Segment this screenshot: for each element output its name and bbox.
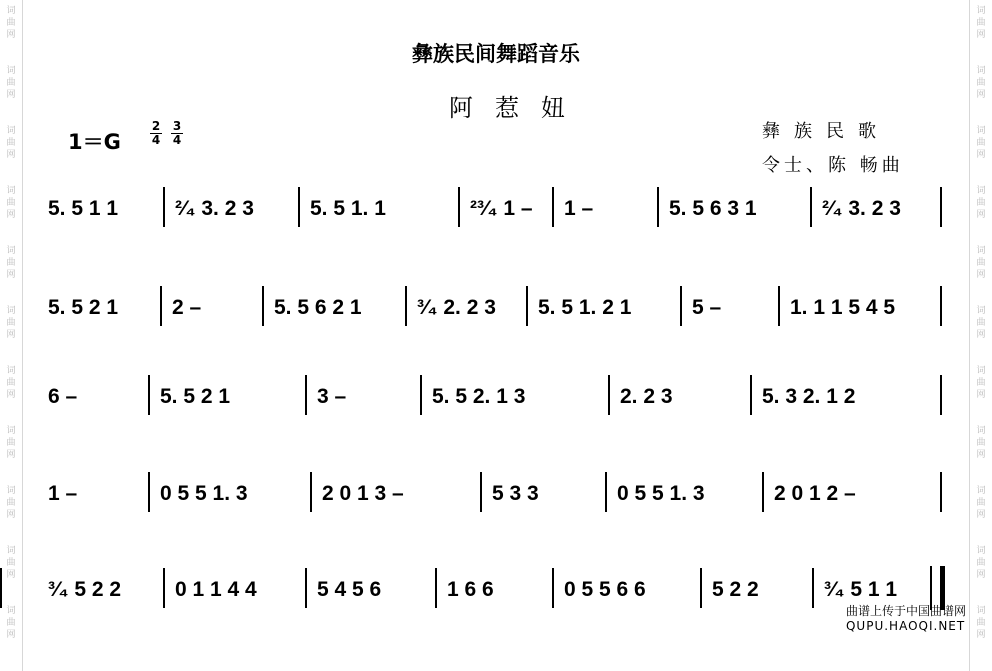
origin-credit: 彝族民歌 — [762, 121, 890, 142]
barline — [0, 568, 2, 608]
watermark-char: 词 — [976, 426, 986, 436]
watermark-char: 词 — [6, 66, 16, 76]
watermark-char: 曲 — [976, 78, 986, 88]
barline — [552, 187, 554, 227]
barline — [940, 472, 942, 512]
barline — [420, 375, 422, 415]
barline — [163, 568, 165, 608]
barline — [262, 286, 264, 326]
measure: 5. 5 6 2 1 — [274, 296, 362, 319]
watermark-char: 曲 — [6, 318, 16, 328]
watermark-char: 词 — [976, 246, 986, 256]
watermark-char: 曲 — [976, 618, 986, 628]
watermark-char: 曲 — [976, 198, 986, 208]
time-signature-2: 3 4 — [172, 119, 182, 147]
watermark-char: 词 — [976, 6, 986, 16]
measure: 6 – — [48, 385, 78, 408]
watermark-char: 词 — [6, 546, 16, 556]
barline — [778, 286, 780, 326]
measure: 1 – — [48, 482, 78, 505]
watermark-char: 词 — [976, 306, 986, 316]
measure: 2 0 1 2 – — [774, 482, 856, 505]
watermark-char: 曲 — [6, 378, 16, 388]
watermark-char: 网 — [6, 150, 16, 160]
measure: 2 0 1 3 – — [322, 482, 404, 505]
watermark-char: 词 — [976, 366, 986, 376]
watermark-char: 网 — [6, 30, 16, 40]
watermark-char: 网 — [6, 210, 16, 220]
watermark-char: 词 — [976, 546, 986, 556]
measure: 5. 5 1 1 — [48, 197, 119, 220]
measure: 5 – — [692, 296, 722, 319]
measure: 5. 5 2 1 — [160, 385, 231, 408]
watermark-char: 曲 — [976, 18, 986, 28]
barline — [605, 472, 607, 512]
measure: 2 – — [172, 296, 202, 319]
barline — [160, 286, 162, 326]
watermark-char: 网 — [976, 510, 986, 520]
barline — [762, 472, 764, 512]
barline — [940, 286, 942, 326]
measure: 5 4 5 6 — [317, 578, 382, 601]
measure: 5 2 2 — [712, 578, 759, 601]
watermark-char: 词 — [6, 426, 16, 436]
measure: 5. 5 1. 2 1 — [538, 296, 632, 319]
measure: 1 – — [564, 197, 594, 220]
composer-credit: 令士、陈 畅曲 — [762, 155, 904, 176]
measure: 5. 5 1. 1 — [310, 197, 386, 220]
barline — [458, 187, 460, 227]
barline — [310, 472, 312, 512]
barline — [812, 568, 814, 608]
watermark-char: 网 — [976, 570, 986, 580]
watermark-char: 网 — [6, 570, 16, 580]
measure: 5. 3 2. 1 2 — [762, 385, 856, 408]
key-signature: 1＝G — [68, 130, 121, 154]
watermark-char: 网 — [976, 630, 986, 640]
watermark-char: 曲 — [6, 198, 16, 208]
barline — [526, 286, 528, 326]
watermark-char: 词 — [976, 66, 986, 76]
watermark-char: 网 — [976, 450, 986, 460]
watermark-char: 曲 — [6, 498, 16, 508]
barline — [298, 187, 300, 227]
measure: 5. 5 6 3 1 — [669, 197, 757, 220]
barline — [552, 568, 554, 608]
watermark-char: 词 — [6, 126, 16, 136]
watermark-char: 曲 — [976, 498, 986, 508]
measure: 0 5 5 1. 3 — [617, 482, 705, 505]
barline — [700, 568, 702, 608]
watermark-char: 网 — [6, 390, 16, 400]
song-title: 阿惹妞 — [449, 94, 587, 122]
watermark-char: 曲 — [976, 558, 986, 568]
watermark-char: 词 — [6, 366, 16, 376]
measure: 1. 1 1 5 4 5 — [790, 296, 896, 319]
barline — [148, 472, 150, 512]
measure: ²³⁄₄ 1 – — [470, 197, 533, 220]
time-signature-1: 2 4 — [151, 119, 161, 147]
watermark-char: 词 — [976, 606, 986, 616]
watermark-char: 网 — [976, 30, 986, 40]
barline — [305, 375, 307, 415]
watermark-char: 网 — [976, 270, 986, 280]
measure: ²⁄₄ 3. 2 3 — [822, 197, 901, 220]
barline — [480, 472, 482, 512]
watermark-char: 曲 — [976, 258, 986, 268]
watermark-char: 词 — [6, 246, 16, 256]
barline — [163, 187, 165, 227]
site-text: 曲谱上传于中国曲谱网 — [845, 604, 966, 618]
measure: 3 – — [317, 385, 347, 408]
watermark-char: 词 — [976, 126, 986, 136]
measure: 5. 5 2. 1 3 — [432, 385, 526, 408]
watermark-char: 词 — [976, 186, 986, 196]
watermark-char: 网 — [976, 210, 986, 220]
watermark-char: 曲 — [976, 318, 986, 328]
watermark-char: 网 — [6, 510, 16, 520]
watermark-char: 词 — [6, 606, 16, 616]
measure: 0 5 5 1. 3 — [160, 482, 248, 505]
watermark-char: 词 — [6, 6, 16, 16]
measure: 5 3 3 — [492, 482, 539, 505]
barline — [810, 187, 812, 227]
watermark-char: 曲 — [6, 438, 16, 448]
watermark-char: 曲 — [976, 378, 986, 388]
barline — [657, 187, 659, 227]
barline — [940, 187, 942, 227]
measure: 0 5 5 6 6 — [564, 578, 646, 601]
watermark-char: 曲 — [6, 78, 16, 88]
measure: ³⁄₄ 2. 2 3 — [417, 296, 496, 319]
watermark-char: 网 — [976, 90, 986, 100]
measure: 1 6 6 — [447, 578, 494, 601]
barline — [680, 286, 682, 326]
watermark-char: 曲 — [6, 18, 16, 28]
watermark-char: 网 — [6, 630, 16, 640]
measure: ³⁄₄ 5 2 2 — [48, 578, 122, 601]
watermark-char: 网 — [6, 330, 16, 340]
watermark-char: 词 — [6, 486, 16, 496]
measure: 2. 2 3 — [620, 385, 673, 408]
watermark-char: 网 — [6, 450, 16, 460]
barline — [305, 568, 307, 608]
barline — [148, 375, 150, 415]
watermark-char: 曲 — [976, 438, 986, 448]
watermark-char: 曲 — [6, 558, 16, 568]
watermark-char: 曲 — [976, 138, 986, 148]
barline — [750, 375, 752, 415]
watermark-char: 曲 — [6, 258, 16, 268]
measure: 5. 5 2 1 — [48, 296, 119, 319]
watermark-char: 网 — [976, 330, 986, 340]
watermark-char: 网 — [6, 270, 16, 280]
barline — [608, 375, 610, 415]
watermark-char: 网 — [976, 150, 986, 160]
barline — [940, 375, 942, 415]
watermark-char: 词 — [6, 306, 16, 316]
collection-title: 彝族民间舞蹈音乐 — [412, 42, 580, 66]
watermark-char: 网 — [976, 390, 986, 400]
measure: ²⁄₄ 3. 2 3 — [175, 197, 254, 220]
measure: 0 1 1 4 4 — [175, 578, 257, 601]
watermark-char: 网 — [6, 90, 16, 100]
watermark-char: 词 — [6, 186, 16, 196]
site-watermark — [846, 602, 966, 633]
measure: ³⁄₄ 5 1 1 — [824, 578, 898, 601]
watermark-char: 曲 — [6, 618, 16, 628]
barline — [405, 286, 407, 326]
barline — [435, 568, 437, 608]
watermark-char: 曲 — [6, 138, 16, 148]
watermark-char: 词 — [976, 486, 986, 496]
site-url: QUPU.HAOQI.NET — [845, 619, 966, 633]
